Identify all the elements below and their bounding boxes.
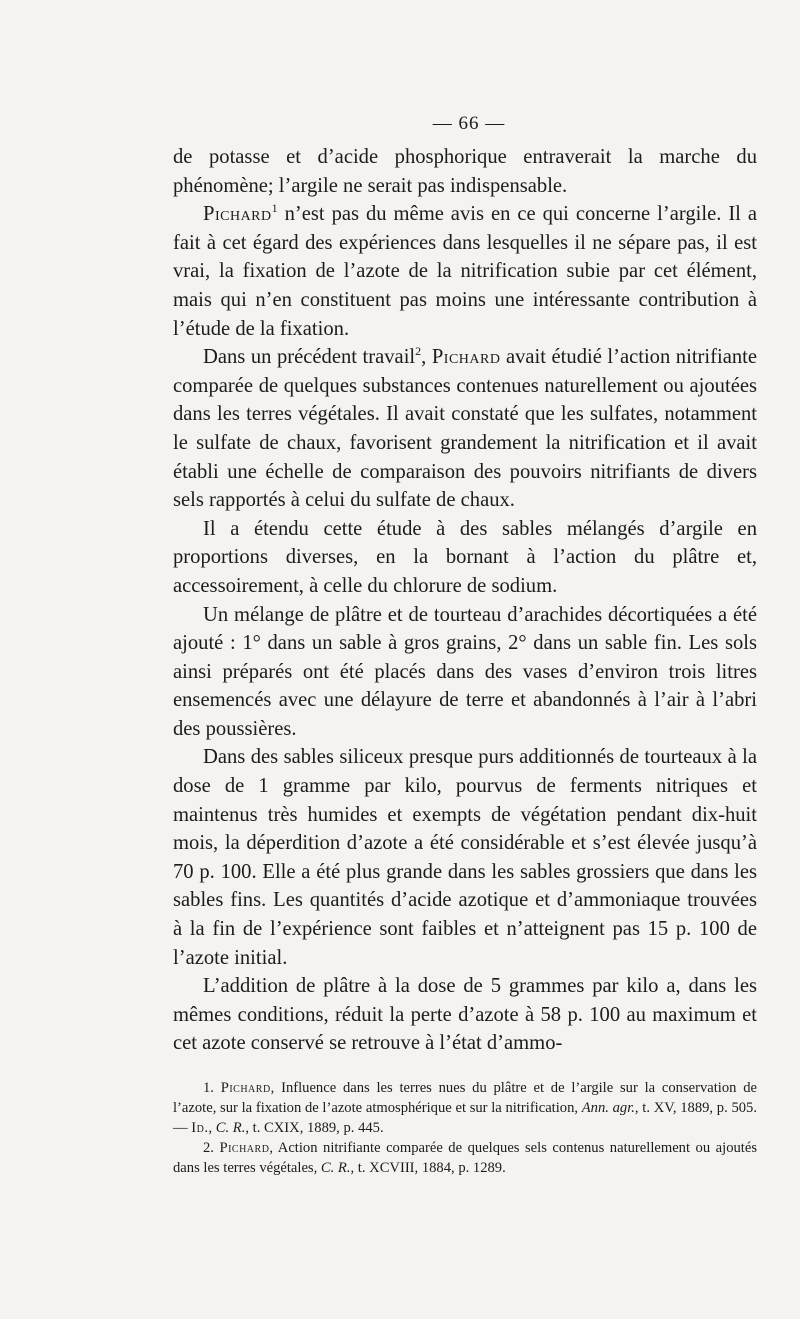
- paragraph-7: L’addition de plâtre à la dose de 5 grammes par kilo a, dans les mêmes conditions, réduit la perte d’azote à 58 p. 100 au maximum et cet azote conservé se retrouve à l’état d’ammo-: [173, 975, 757, 1055]
- footnote-1-text: , Influence dans les terres nues du plâtre et de l’argile sur la conservation de l’azote, sur la fixation de l’azote atmosphérique et sur la nitrification,: [173, 1080, 757, 1116]
- author-name: Pichard: [431, 346, 501, 369]
- footnote-1-comptes-rendus: C. R.: [215, 1120, 246, 1136]
- paragraph-3-start: Dans un précédent travail: [203, 346, 416, 369]
- author-name: Pichard: [203, 203, 272, 226]
- footnote-1-sep: ,: [208, 1120, 216, 1136]
- paragraph-3-text: avait étudié l’action nitrifiante comparée de quelques substances contenues naturellement ou ajoutées dans les terres végétales. Il avait constaté que les sulfates, notamment le sulfate de chaux, favorisent grandement la nitrification et il avait établi une échelle de comparaison des pouvoirs nitrifiants de divers sels rapportés à celui du sulfate de chaux.: [173, 346, 758, 512]
- footnote-author: Pichard: [219, 1140, 270, 1156]
- paragraph-3: [173, 343, 757, 515]
- footnote-2-text-2: , t. XCVIII, 1884, p. 1289.: [350, 1160, 506, 1176]
- footnote-1: [173, 1078, 757, 1138]
- page-number: — 66 —: [432, 113, 506, 134]
- paragraph-3-sep: ,: [421, 346, 432, 369]
- footnotes: [173, 1078, 757, 1178]
- paragraph-2: [173, 200, 757, 343]
- footnote-1-text-2: , t. XV, 1889, p. 505. —: [173, 1100, 757, 1136]
- footnote-2-text: , Action nitrifiante comparée de quelques sels contenus naturellement ou ajoutés dans les terres végétales,: [173, 1140, 757, 1176]
- footnote-2-comptes-rendus: C. R.: [320, 1160, 351, 1176]
- footnote-1-journal: Ann. agr.: [581, 1100, 635, 1116]
- footnote-2-number: 2.: [203, 1140, 220, 1156]
- paragraph-2-text: n’est pas du même avis en ce qui concerne l’argile. Il a fait à cet égard des expériences dans lesquelles il ne sépare pas, il est vrai, la fixation de l’azote de la nitrification subie par cet élément, mais qui n’en constituent pas moins une intéressante contribution à l’étude de la fixation.: [173, 203, 757, 340]
- main-text: [173, 143, 757, 1058]
- paragraph-4: Il a étendu cette étude à des sables mélangés d’argile en proportions diverses, en la bornant à l’action du plâtre et, accessoirement, à celle du chlorure de sodium.: [173, 517, 757, 597]
- footnote-ref-1: 1: [271, 201, 278, 216]
- paragraph-1: de potasse et d’acide phosphorique entraverait la marche du phénomène; l’argile ne serait pas indispensable.: [173, 146, 757, 197]
- footnote-1-ibid: Id.: [191, 1120, 209, 1136]
- footnote-1-text-3: , t. CXIX, 1889, p. 445.: [245, 1120, 384, 1136]
- footnote-1-number: 1.: [203, 1080, 221, 1096]
- footnote-ref-2: 2: [415, 344, 422, 359]
- paragraph-5: Un mélange de plâtre et de tourteau d’arachides décortiquées a été ajouté : 1° dans un sable à gros grains, 2° dans un sable fin. Les sols ainsi préparés ont été placés dans des vases d’environ trois litres ensemencés avec une délayure de terre et abandonnés à l’air à l’abri des poussières.: [173, 603, 757, 740]
- footnote-author: Pichard: [220, 1080, 271, 1096]
- footnote-2: [173, 1138, 757, 1178]
- paragraph-6: Dans des sables siliceux presque purs additionnés de tourteaux à la dose de 1 gramme par kilo, pourvus de ferments nitriques et maintenus très humides et exempts de végétation pendant dix-huit mois, la déperdition d’azote a été considérable et s’est élevée jusqu’à 70 p. 100. Elle a été plus grande dans les sables grossiers que dans les sables fins. Les quantités d’acide azotique et d’ammoniaque trouvées à la fin de l’expérience sont faibles et n’atteignent pas 15 p. 100 de l’azote initial.: [173, 746, 757, 969]
